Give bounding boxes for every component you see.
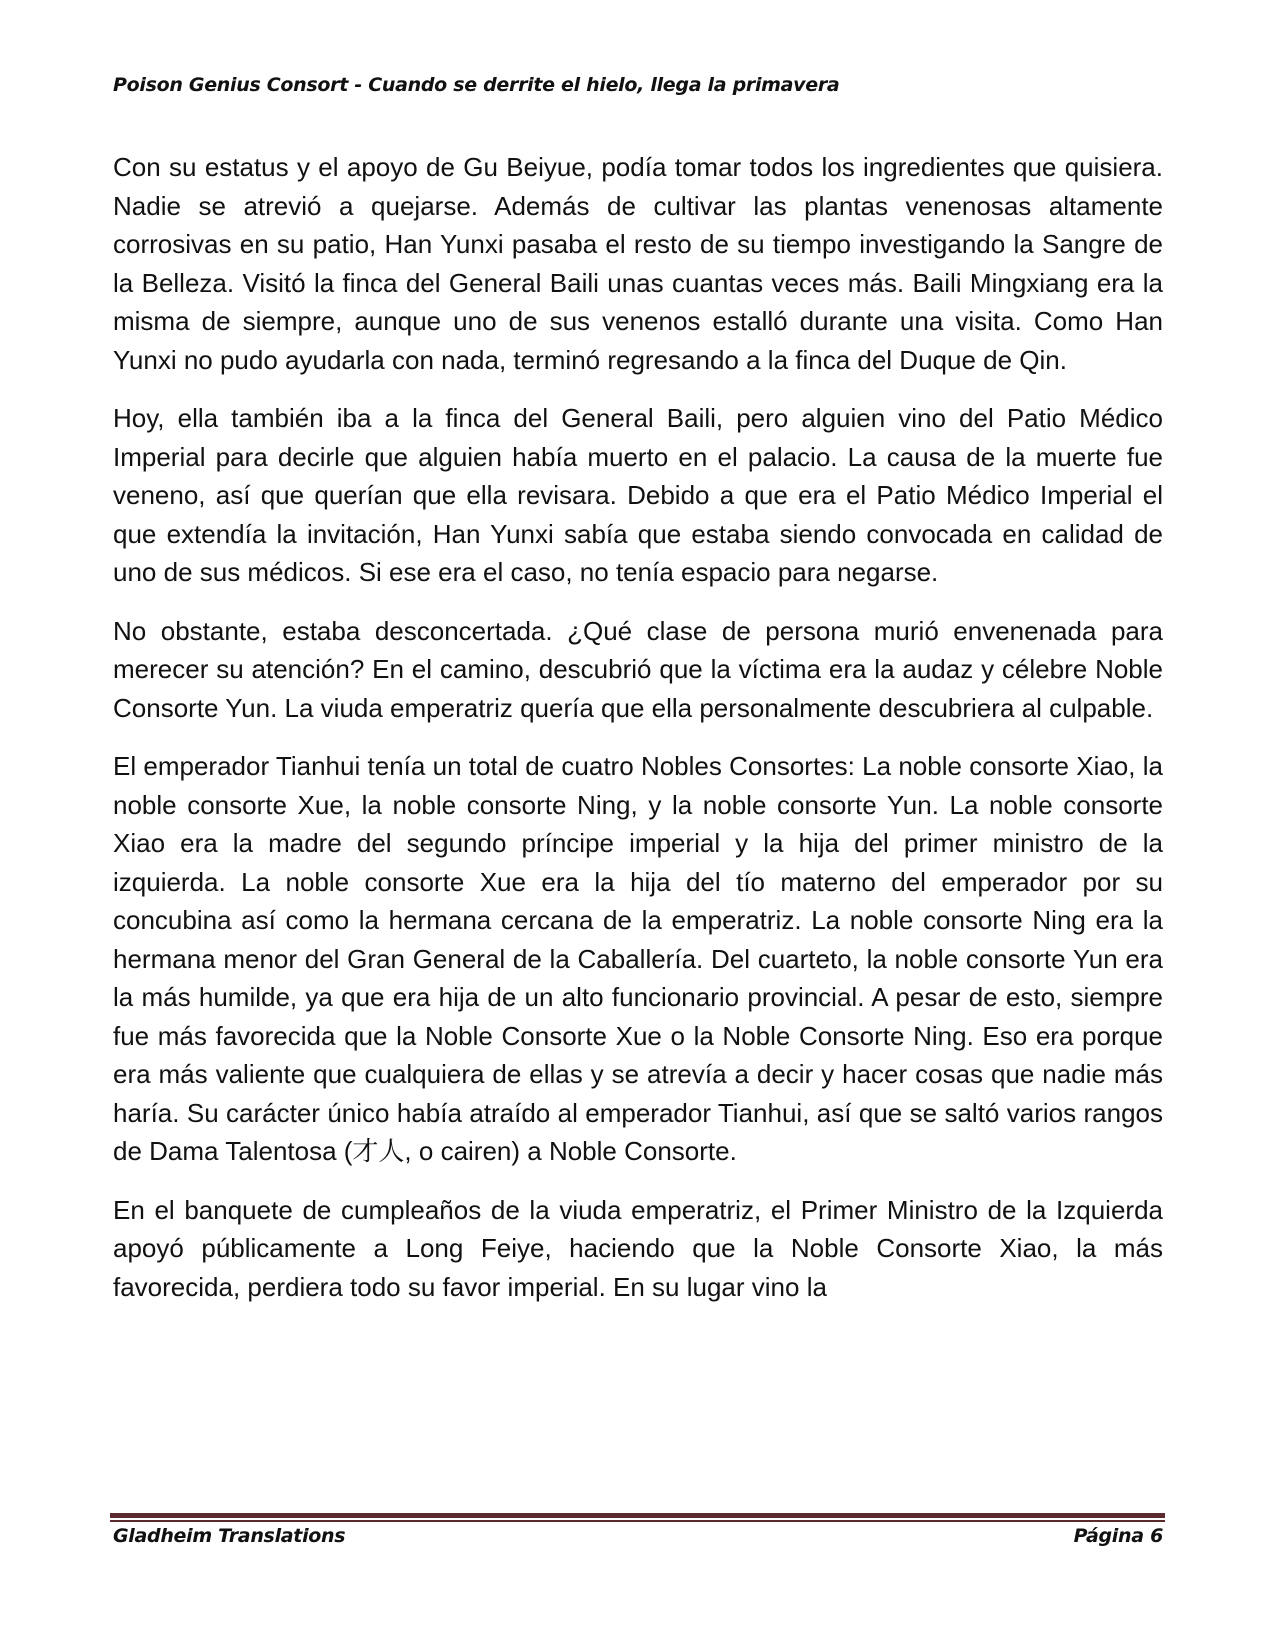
paragraph-1: Con su estatus y el apoyo de Gu Beiyue, podía tomar todos los ingredientes que quisiera. Nadie se atrevió a quejarse. Además de cultivar las plantas venenosas altamente corrosivas en su patio, Han Yunxi pasaba el resto de su tiempo investigando la Sangre de la Belleza. Visitó la finca del General Baili unas cuantas veces más. Baili Mingxiang era la misma de siempre, aunque uno de sus venenos estalló durante una visita. Como Han Yunxi no pudo ayudarla con nada, terminó regresando a la finca del Duque de Qin.	[113, 152, 1163, 375]
footer-divider-thin	[110, 1520, 1165, 1522]
footer-page-number: Página 6	[1073, 1525, 1163, 1547]
paragraph-2: Hoy, ella también iba a la finca del General Baili, pero alguien vino del Patio Médico Imperial para decirle que alguien había muerto en el palacio. La causa de la muerte fue veneno, así que querían que ella revisara. Debido a que era el Patio Médico Imperial el que extendía la invitación, Han Yunxi sabía que estaba siendo convocada en calidad de uno de sus médicos. Si ese era el caso, no tenía espacio para negarse.	[113, 403, 1163, 587]
paragraph-5: En el banquete de cumpleaños de la viuda emperatriz, el Primer Ministro de la Izquierda apoyó públicamente a Long Feiye, haciendo que la Noble Consorte Xiao, la más favorecida, perdiera todo su favor imperial. En su lugar vino la	[113, 1194, 1163, 1302]
paragraph-4: El emperador Tianhui tenía un total de cuatro Nobles Consortes: La noble consorte Xiao, la noble consorte Xue, la noble consorte Ning, y la noble consorte Yun. La noble consorte Xiao era la madre del segundo príncipe imperial y la hija del primer ministro de la izquierda. La noble consorte Xue era la hija del tío materno del emperador por su concubina así como la hermana cercana de la emperatriz. La noble consorte Ning era la hermana menor del Gran General de la Caballería. Del cuarteto, la noble consorte Yun era la más humilde, ya que era hija de un alto funcionario provincial. A pesar de esto, siempre fue más favorecida que la Noble Consorte Xue o la Noble Consorte Ning. Eso era porque era más valiente que cualquiera de ellas y se atrevía a decir y hacer cosas que nadie más haría. Su carácter único había atraído al emperador Tianhui, así que se saltó varios rangos de Dama Talentosa (才人, o cairen) a Noble Consorte.	[113, 751, 1163, 1166]
page-header: Poison Genius Consort - Cuando se derrite el hielo, llega la primavera	[113, 74, 840, 96]
footer-publisher: Gladheim Translations	[113, 1525, 346, 1547]
page-body	[113, 148, 1163, 1306]
paragraph-3: No obstante, estaba desconcertada. ¿Qué clase de persona murió envenenada para merecer su atención? En el camino, descubrió que la víctima era la audaz y célebre Noble Consorte Yun. La viuda emperatriz quería que ella personalmente descubriera al culpable.	[113, 615, 1163, 723]
footer-divider-thick	[110, 1513, 1165, 1518]
